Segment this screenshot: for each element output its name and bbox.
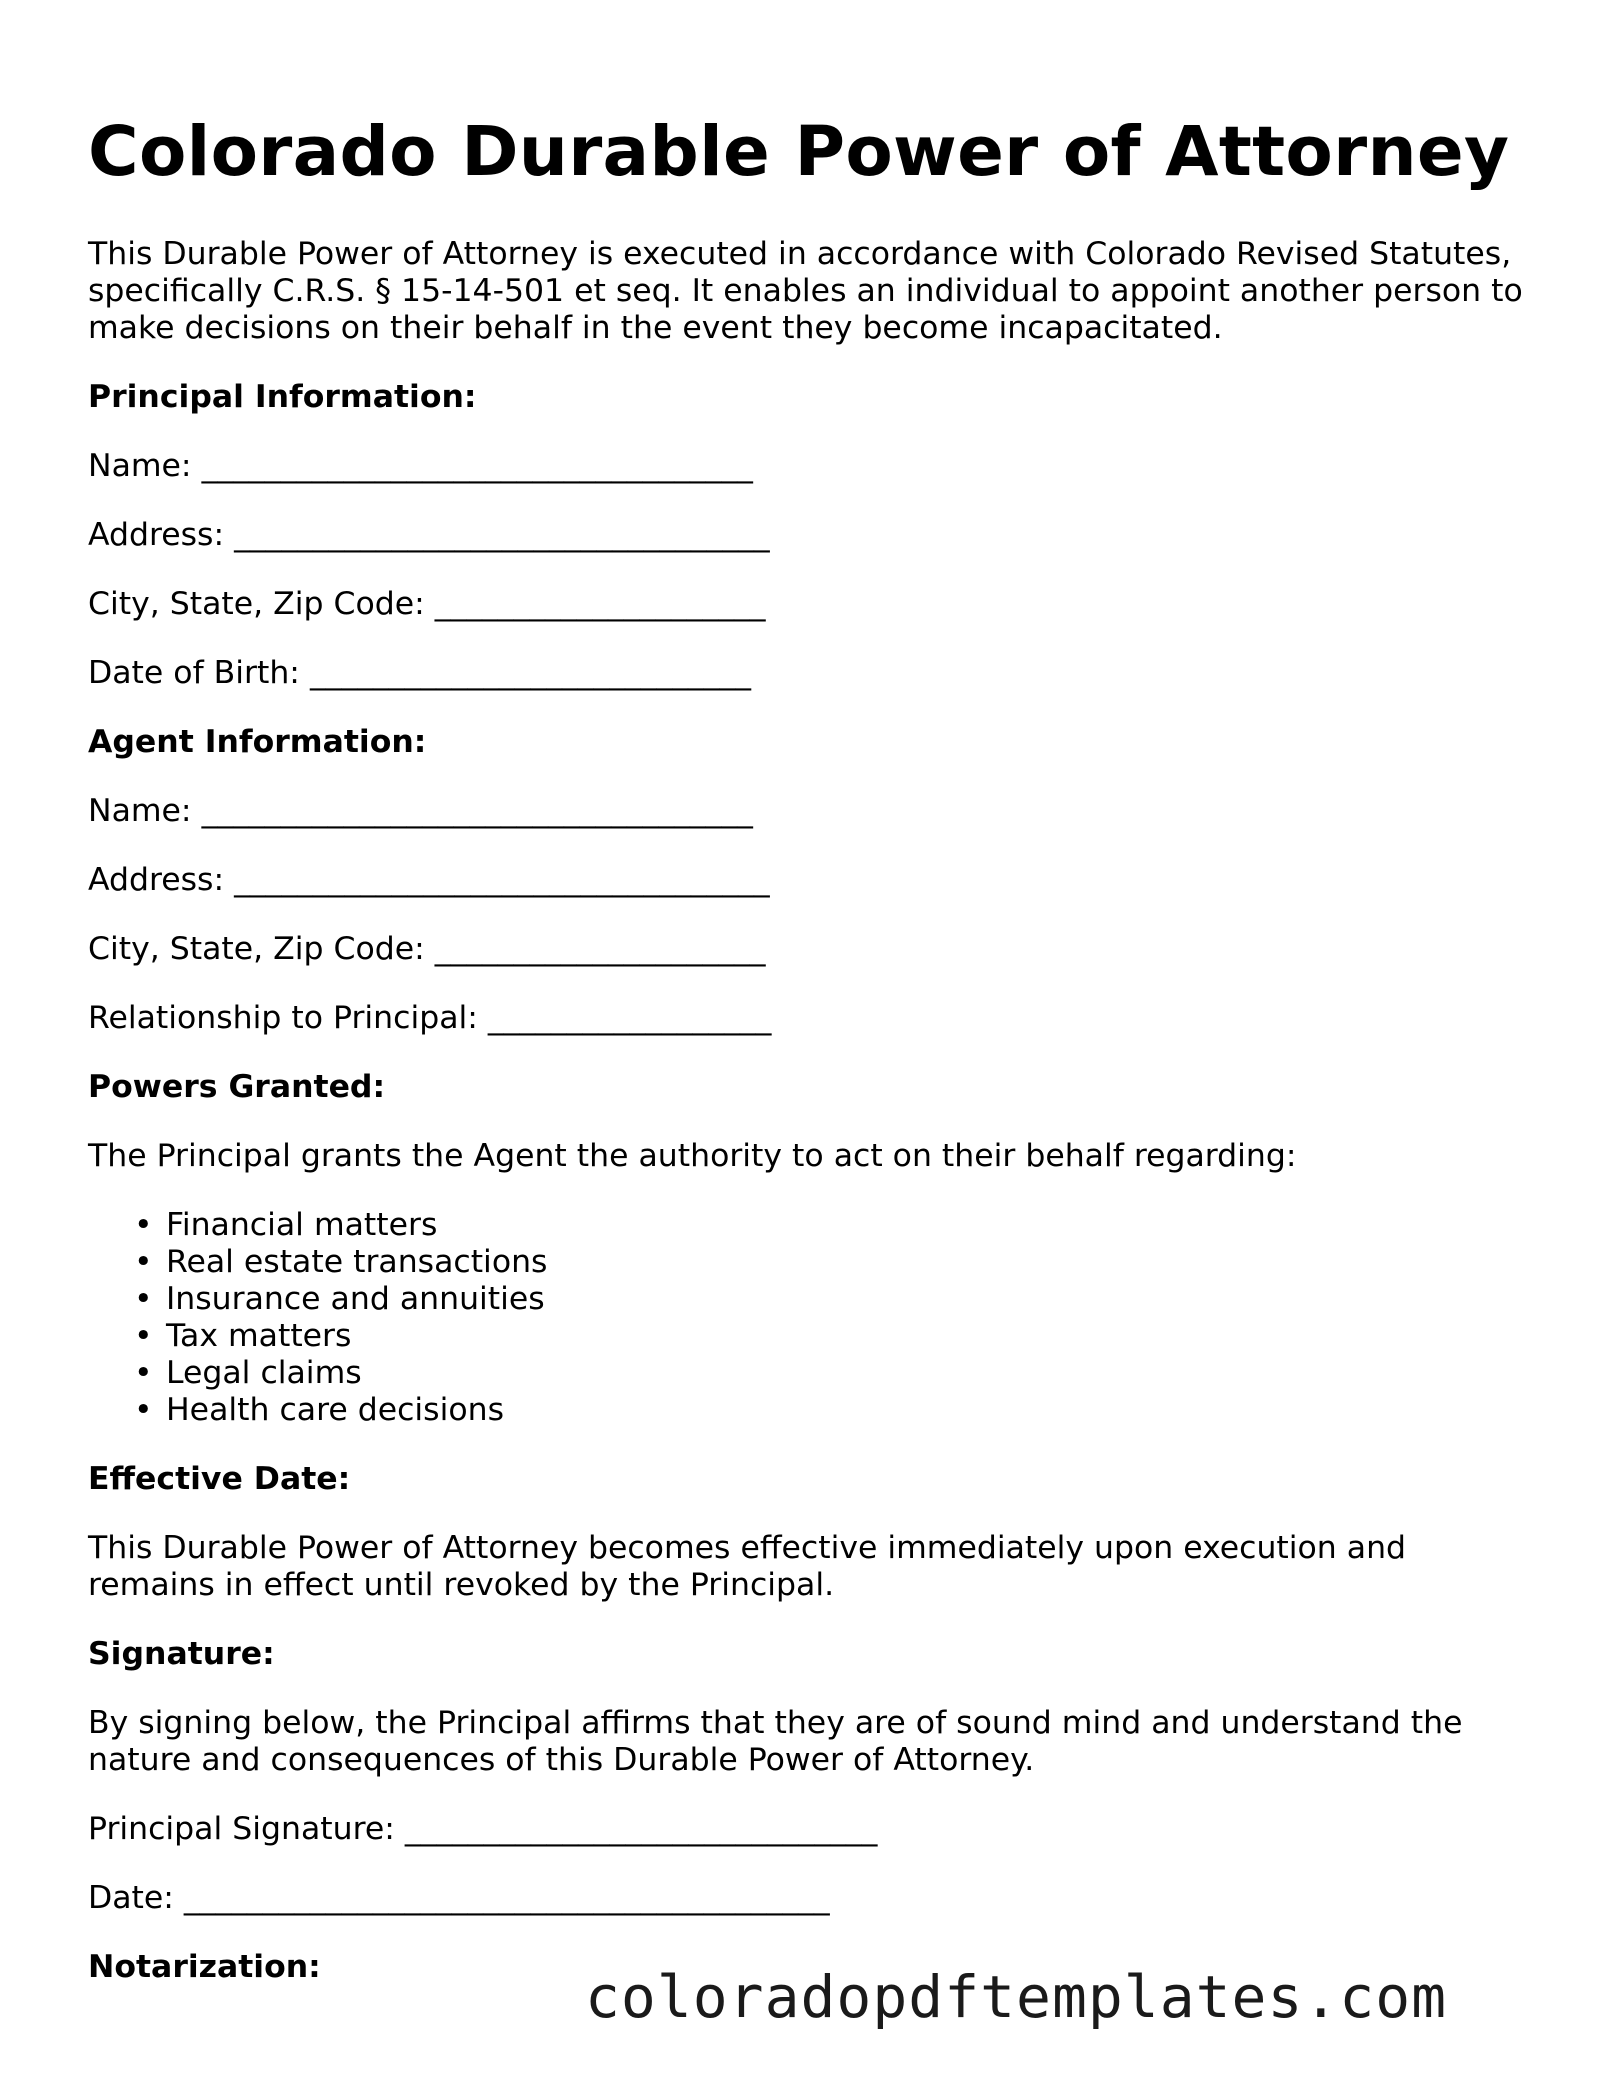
notarization-heading: Notarization: xyxy=(88,1949,321,1985)
document-title: Colorado Durable Power of Attorney xyxy=(88,112,1510,192)
signature-heading: Signature: xyxy=(88,1636,275,1672)
agent-relationship-field[interactable] xyxy=(88,1000,1528,1037)
principal-city-blank[interactable]: _____________________ xyxy=(434,586,766,622)
list-item: • Health care decisions xyxy=(166,1392,1528,1429)
agent-address-field[interactable] xyxy=(88,862,1528,899)
principal-dob-label: Date of Birth: xyxy=(88,655,300,691)
watermark-text: coloradopdftemplates.com xyxy=(585,1963,1448,2031)
principal-city-label: City, State, Zip Code: xyxy=(88,586,425,622)
agent-city-label: City, State, Zip Code: xyxy=(88,931,425,967)
intro-paragraph: This Durable Power of Attorney is executed in accordance with Colorado Revised Statutes, specifically C.R.S. § 15-14-501 et seq. It enables an individual to appoint another person to make decisions on their behalf in the event they become incapacitated. xyxy=(88,236,1523,346)
effective-date-text: This Durable Power of Attorney becomes effective immediately upon execution and remains in effect until revoked by the Principal. xyxy=(88,1530,1407,1603)
effective-date-heading: Effective Date: xyxy=(88,1461,351,1497)
principal-signature-label: Principal Signature: xyxy=(88,1811,395,1847)
principal-dob-blank[interactable]: ____________________________ xyxy=(309,655,751,691)
signature-date-blank[interactable]: _________________________________________ xyxy=(183,1880,830,1916)
list-item: • Insurance and annuities xyxy=(166,1281,1528,1318)
list-item: • Financial matters xyxy=(166,1207,1528,1244)
agent-name-blank[interactable]: ___________________________________ xyxy=(201,793,753,829)
signature-date-label: Date: xyxy=(88,1880,174,1916)
powers-intro: The Principal grants the Agent the authority to act on their behalf regarding: xyxy=(88,1138,1297,1174)
signature-text: By signing below, the Principal affirms that they are of sound mind and understand the nature and consequences of this Durable Power of Attorney. xyxy=(88,1705,1463,1778)
agent-name-field[interactable] xyxy=(88,793,1528,830)
powers-list xyxy=(88,1207,1528,1429)
principal-address-label: Address: xyxy=(88,517,225,553)
agent-relationship-label: Relationship to Principal: xyxy=(88,1000,478,1036)
agent-city-blank[interactable]: _____________________ xyxy=(434,931,766,967)
list-item: • Legal claims xyxy=(166,1355,1528,1392)
principal-address-field[interactable] xyxy=(88,517,1528,554)
powers-heading: Powers Granted: xyxy=(88,1069,386,1105)
principal-signature-blank[interactable]: ______________________________ xyxy=(404,1811,878,1847)
agent-heading: Agent Information: xyxy=(88,724,427,760)
signature-date-field[interactable] xyxy=(88,1880,1528,1917)
document-page xyxy=(88,112,1528,2018)
principal-dob-field[interactable] xyxy=(88,655,1528,692)
principal-signature-field[interactable] xyxy=(88,1811,1528,1848)
principal-address-blank[interactable]: __________________________________ xyxy=(234,517,770,553)
agent-address-label: Address: xyxy=(88,862,225,898)
principal-city-field[interactable] xyxy=(88,586,1528,623)
principal-name-blank[interactable]: ___________________________________ xyxy=(201,448,753,484)
agent-address-blank[interactable]: __________________________________ xyxy=(234,862,770,898)
principal-heading: Principal Information: xyxy=(88,379,477,415)
agent-city-field[interactable] xyxy=(88,931,1528,968)
list-item: • Tax matters xyxy=(166,1318,1528,1355)
principal-name-label: Name: xyxy=(88,448,192,484)
principal-name-field[interactable] xyxy=(88,448,1528,485)
agent-relationship-blank[interactable]: __________________ xyxy=(487,1000,772,1036)
list-item: • Real estate transactions xyxy=(166,1244,1528,1281)
agent-name-label: Name: xyxy=(88,793,192,829)
